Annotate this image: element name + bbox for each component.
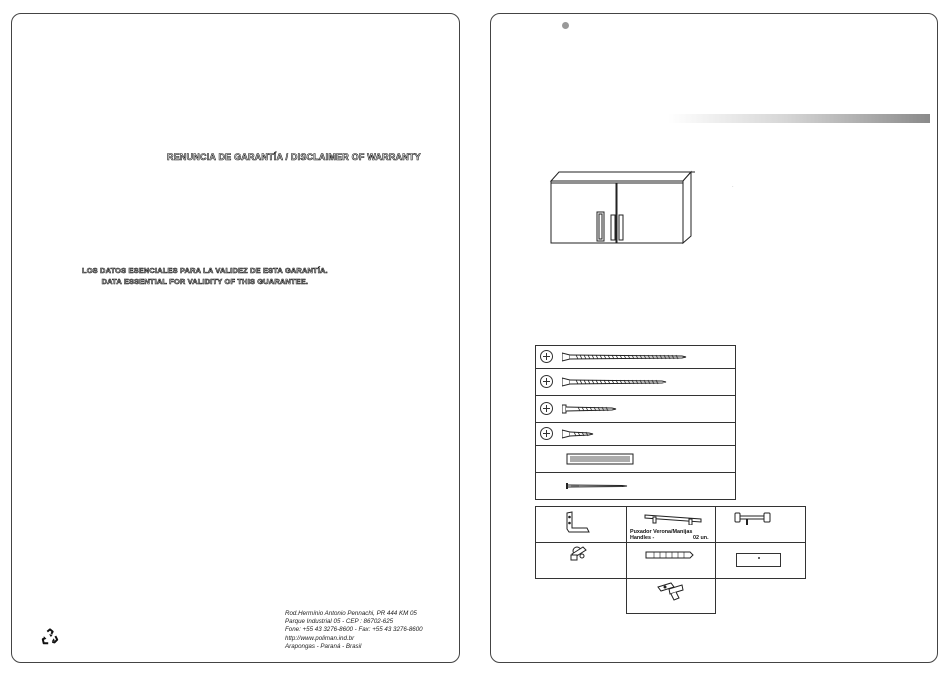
plate-box xyxy=(715,542,806,579)
phillips-icon xyxy=(540,402,553,415)
company-address xyxy=(285,610,423,651)
hardware-row xyxy=(536,473,736,500)
plate-hole xyxy=(758,557,760,559)
hardware-row xyxy=(536,396,736,423)
phone-fax-line: Fone: +55 43 3276-8600 - Fax: +55 43 3276-8600 xyxy=(285,626,423,634)
shelf-pin-box xyxy=(715,506,806,543)
city-line: Arapongas - Paraná - Brasil xyxy=(285,642,362,650)
cam-lock-box xyxy=(535,542,627,579)
guarantee-note xyxy=(82,265,328,287)
dowel-box xyxy=(626,542,716,579)
hardware-row xyxy=(536,346,736,369)
angle-bracket-icon xyxy=(563,511,593,535)
handle-quantity: 02 un. xyxy=(693,535,709,541)
hinge-icon xyxy=(655,581,685,603)
gray-dot xyxy=(562,22,569,29)
hardware-cell xyxy=(536,423,736,446)
phillips-icon xyxy=(540,375,553,388)
cabinet-illustration xyxy=(547,169,699,249)
phillips-icon xyxy=(540,427,553,440)
header-gradient-bar xyxy=(668,114,930,123)
handle-caption-line1: Puxador Verona/Manijas xyxy=(630,529,693,535)
hardware-row xyxy=(536,446,736,473)
left-page xyxy=(11,13,460,663)
hardware-row xyxy=(536,423,736,446)
warranty-title: RENUNCIA DE GARANTÍA / DISCLAIMER OF WARRANTY xyxy=(167,152,421,162)
shelf-pin-icon xyxy=(734,511,774,525)
recycle-icon xyxy=(41,628,59,646)
handle-caption-line2: Handles - xyxy=(630,535,655,542)
hardware-cell xyxy=(536,346,736,369)
hardware-cell xyxy=(536,446,736,473)
phillips-icon xyxy=(540,350,553,363)
bracket-box xyxy=(535,506,627,543)
nail-icon xyxy=(566,482,628,490)
address-line: Rod.Hermínio Antonio Pennachi, PR 444 KM 05 xyxy=(285,610,417,617)
wood-dowel-icon xyxy=(644,550,694,560)
handle-icon xyxy=(643,511,703,525)
handle-box xyxy=(626,506,716,543)
hinge-box xyxy=(626,578,716,614)
medium-screw-icon xyxy=(562,377,667,387)
hardware-list xyxy=(535,345,736,500)
right-page xyxy=(490,13,938,663)
guarantee-note-es: LOS DATOS ESENCIALES PARA LA VALIDEZ DE ESTA GARANTÍA. xyxy=(82,266,328,275)
tiny-mark: · xyxy=(732,184,734,190)
hardware-cell xyxy=(536,396,736,423)
handle-caption xyxy=(630,529,692,542)
address-line: Parque Industrial 05 - CEP : 86702-625 xyxy=(285,618,394,626)
hardware-cell xyxy=(536,369,736,396)
hardware-cell xyxy=(536,473,736,500)
dowel-strip-icon xyxy=(566,453,634,465)
website-line: http://www.poliman.ind.br xyxy=(285,634,355,642)
mounting-plate-icon xyxy=(736,553,781,567)
hardware-row xyxy=(536,369,736,396)
cam-lock-icon xyxy=(569,544,589,562)
guarantee-note-en: DATA ESSENTIAL FOR VALIDITY OF THIS GUARANTEE. xyxy=(101,277,309,286)
small-screw-icon xyxy=(562,429,594,439)
long-screw-icon xyxy=(562,352,687,362)
short-screw-icon xyxy=(562,404,617,414)
